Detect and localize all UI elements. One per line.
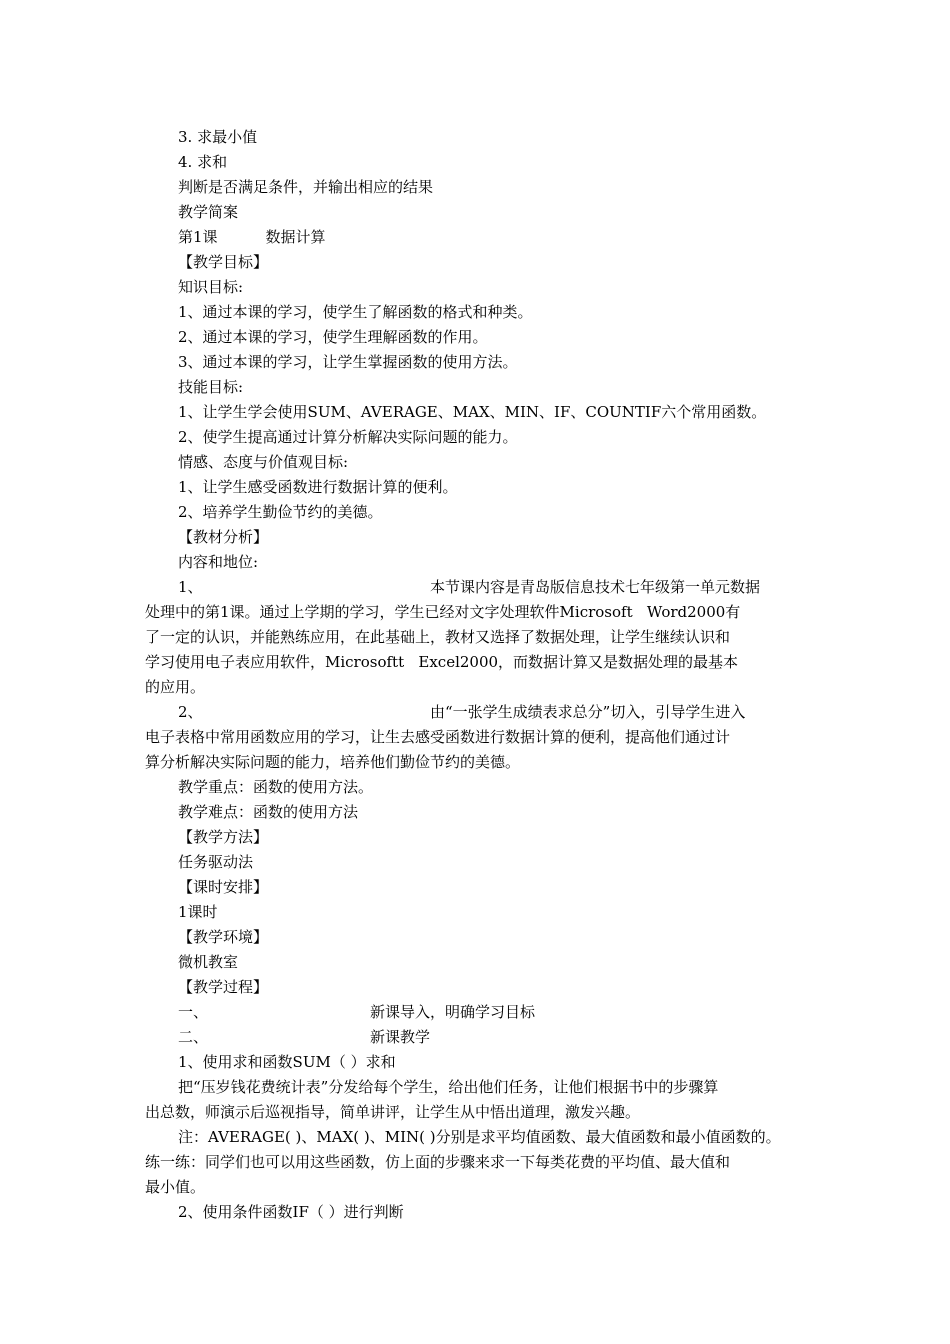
text-line: 教学重点：函数的使用方法。 [178, 778, 374, 796]
text-line: 2、培养学生勤俭节约的美德。 [178, 503, 383, 521]
text-line: 1课时 [178, 903, 218, 921]
paragraph-line: 由“一张学生成绩表求总分”切入，引导学生进入 [430, 703, 746, 721]
paragraph-number: 2、 [178, 703, 203, 721]
text-line: 2、使学生提高通过计算分析解决实际问题的能力。 [178, 428, 518, 446]
section-heading: 【教学目标】 [178, 253, 269, 271]
paragraph-line: 电子表格中常用函数应用的学习，让生去感受函数进行数据计算的便利，提高他们通过计 [145, 728, 731, 746]
section-heading: 【教学环境】 [178, 928, 269, 946]
text-line: 4. 求和 [178, 153, 228, 171]
text-line: 1、让学生感受函数进行数据计算的便利。 [178, 478, 458, 496]
lesson-name: 数据计算 [265, 228, 326, 246]
text-line: 3、通过本课的学习，让学生掌握函数的使用方法。 [178, 353, 518, 371]
step-number: 一、 [178, 1003, 209, 1021]
heading-lesson-plan: 教学简案 [178, 203, 239, 221]
step-number: 二、 [178, 1028, 209, 1046]
text-line: 微机教室 [178, 953, 239, 971]
section-heading: 【课时安排】 [178, 878, 269, 896]
step-title: 新课导入，明确学习目标 [370, 1003, 536, 1021]
text-line: 2、通过本课的学习，使学生理解函数的作用。 [178, 328, 488, 346]
text-line: 3. 求最小值 [178, 128, 258, 146]
text-line: 技能目标: [178, 378, 244, 396]
paragraph-line: 处理中的第1课。通过上学期的学习，学生已经对文字处理软件Microsoft Word2000有 [145, 603, 741, 621]
section-heading: 【教学过程】 [178, 978, 269, 996]
paragraph-line: 学习使用电子表应用软件，Microsoftt Excel2000，而数据计算又是数据处理的最基本 [145, 653, 739, 671]
step-title: 新课教学 [370, 1028, 431, 1046]
lesson-number: 第1课 [178, 228, 218, 246]
text-line: 2、使用条件函数IF（ ）进行判断 [178, 1203, 404, 1221]
text-line: 知识目标: [178, 278, 244, 296]
text-line: 教学难点：函数的使用方法 [178, 803, 359, 821]
section-heading: 【教学方法】 [178, 828, 269, 846]
text-line: 任务驱动法 [178, 853, 254, 871]
paragraph-number: 1、 [178, 578, 203, 596]
text-line: 情感、态度与价值观目标: [178, 453, 349, 471]
paragraph-line: 算分析解决实际问题的能力，培养他们勤俭节约的美德。 [145, 753, 521, 771]
paragraph-line: 最小值。 [145, 1178, 206, 1196]
text-line: 1、通过本课的学习，使学生了解函数的格式和种类。 [178, 303, 533, 321]
paragraph-line: 本节课内容是青岛版信息技术七年级第一单元数据 [430, 578, 761, 596]
paragraph-line: 练一练：同学们也可以用这些函数，仿上面的步骤来求一下每类花费的平均值、最大值和 [145, 1153, 731, 1171]
text-line: 内容和地位: [178, 553, 259, 571]
paragraph-line: 了一定的认识，并能熟练应用，在此基础上，教材又选择了数据处理，让学生继续认识和 [145, 628, 731, 646]
text-line: 1、使用求和函数SUM（ ）求和 [178, 1053, 396, 1071]
paragraph-line: 出总数，师演示后巡视指导，简单讲评，让学生从中悟出道理，激发兴趣。 [145, 1103, 641, 1121]
text-line: 判断是否满足条件，并输出相应的结果 [178, 178, 434, 196]
section-heading: 【教材分析】 [178, 528, 269, 546]
paragraph-line: 的应用。 [145, 678, 206, 696]
lesson-title [178, 228, 326, 246]
paragraph-line: 注：AVERAGE( )、MAX( )、MIN( )分别是求平均值函数、最大值函数和最小值函数的。 [178, 1128, 781, 1146]
paragraph-line: 把“压岁钱花费统计表”分发给每个学生，给出他们任务，让他们根据书中的步骤算 [178, 1078, 719, 1096]
text-line: 1、让学生学会使用SUM、AVERAGE、MAX、MIN、IF、COUNTIF六个常用函数。 [178, 403, 767, 421]
